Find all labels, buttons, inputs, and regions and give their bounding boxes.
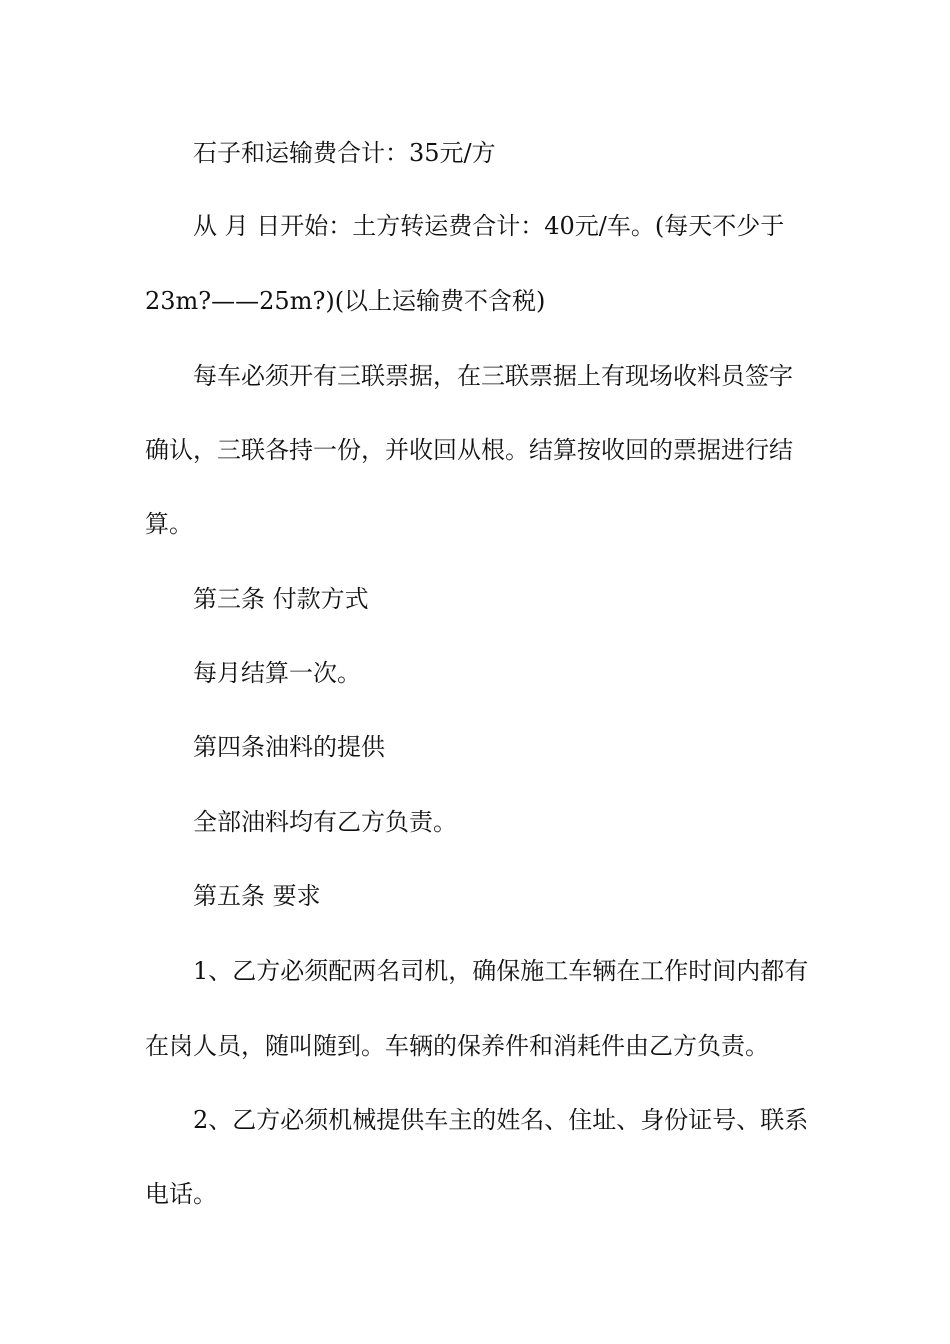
paragraph-line: 每月结算一次。 <box>193 659 361 687</box>
paragraph-line: 石子和运输费合计：35元/方 <box>193 139 496 167</box>
section-heading: 第三条 付款方式 <box>193 585 369 613</box>
paragraph-line: 从 月 日开始：土方转运费合计：40元/车。(每天不少于 <box>193 212 785 240</box>
paragraph-line: 确认，三联各持一份，并收回从根。结算按收回的票据进行结 <box>145 436 793 464</box>
section-heading: 第五条 要求 <box>193 882 321 910</box>
paragraph-line: 1、乙方必须配两名司机，确保施工车辆在工作时间内都有 <box>193 957 809 985</box>
paragraph-line: 在岗人员，随叫随到。车辆的保养件和消耗件由乙方负责。 <box>145 1032 769 1060</box>
paragraph-line: 电话。 <box>145 1180 217 1208</box>
paragraph-line: 算。 <box>145 510 193 538</box>
paragraph-line: 全部油料均有乙方负责。 <box>193 808 457 836</box>
section-heading: 第四条油料的提供 <box>193 733 385 761</box>
paragraph-line: 2、乙方必须机械提供车主的姓名、住址、身份证号、联系 <box>193 1106 809 1134</box>
paragraph-line: 每车必须开有三联票据，在三联票据上有现场收料员签字 <box>193 362 793 390</box>
paragraph-line: 23m?——25m?)(以上运输费不含税) <box>145 287 546 315</box>
